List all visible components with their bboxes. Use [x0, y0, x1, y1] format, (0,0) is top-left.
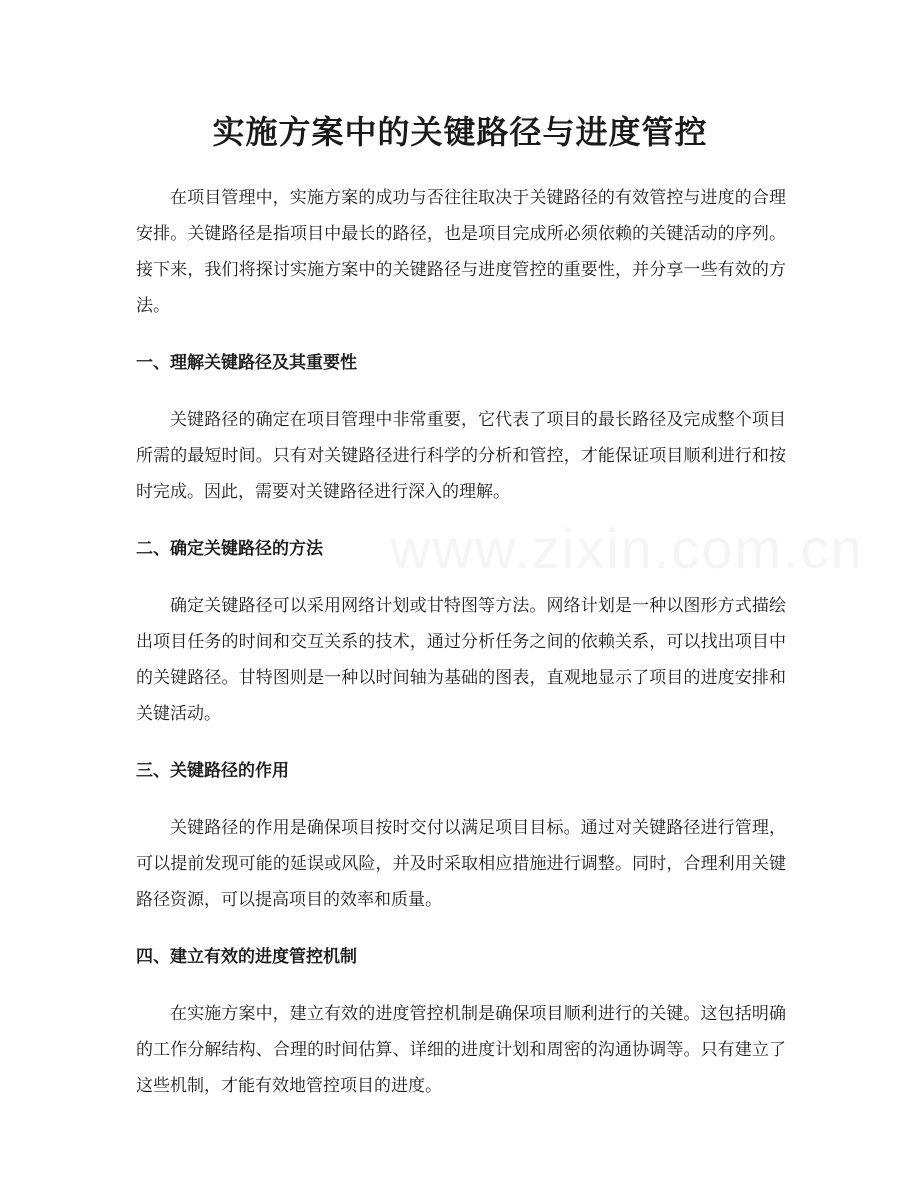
section-3-body: 关键路径的作用是确保项目按时交付以满足项目目标。通过对关键路径进行管理，可以提前发现可能的延误或风险，并及时采取相应措施进行调整。同时，合理利用关键路径资源，可以提高项目的效率和质量。 — [136, 818, 786, 910]
intro-paragraph: 在项目管理中，实施方案的成功与否往往取决于关键路径的有效管控与进度的合理安排。关键路径是指项目中最长的路径，也是项目完成所必须依赖的关键活动的序列。接下来，我们将探讨实施方案中的关键路径与进度管控的重要性，并分享一些有效的方法。 — [136, 188, 786, 316]
section-4-heading: 四、建立有效的进度管控机制 — [136, 947, 357, 967]
section-4-body: 在实施方案中，建立有效的进度管控机制是确保项目顺利进行的关键。这包括明确的工作分解结构、合理的时间估算、详细的进度计划和周密的沟通协调等。只有建立了这些机制，才能有效地管控项目的进度。 — [136, 1004, 786, 1096]
document-body — [136, 180, 786, 1104]
page-title: 实施方案中的关键路径与进度管控 — [212, 113, 708, 151]
section-1-body: 关键路径的确定在项目管理中非常重要，它代表了项目的最长路径及完成整个项目所需的最短时间。只有对关键路径进行科学的分析和管控，才能保证项目顺利进行和按时完成。因此，需要对关键路径进行深入的理解。 — [136, 410, 786, 502]
section-3-heading: 三、关键路径的作用 — [136, 761, 289, 781]
section-2-body: 确定关键路径可以采用网络计划或甘特图等方法。网络计划是一种以图形方式描绘出项目任务的时间和交互关系的技术，通过分析任务之间的依赖关系，可以找出项目中的关键路径。甘特图则是一种以时间轴为基础的图表，直观地显示了项目的进度安排和关键活动。 — [136, 596, 786, 724]
watermark: www.zixin.com.cn — [390, 517, 864, 580]
section-1-heading: 一、理解关键路径及其重要性 — [136, 353, 357, 373]
section-2-heading: 二、确定关键路径的方法 — [136, 539, 323, 559]
